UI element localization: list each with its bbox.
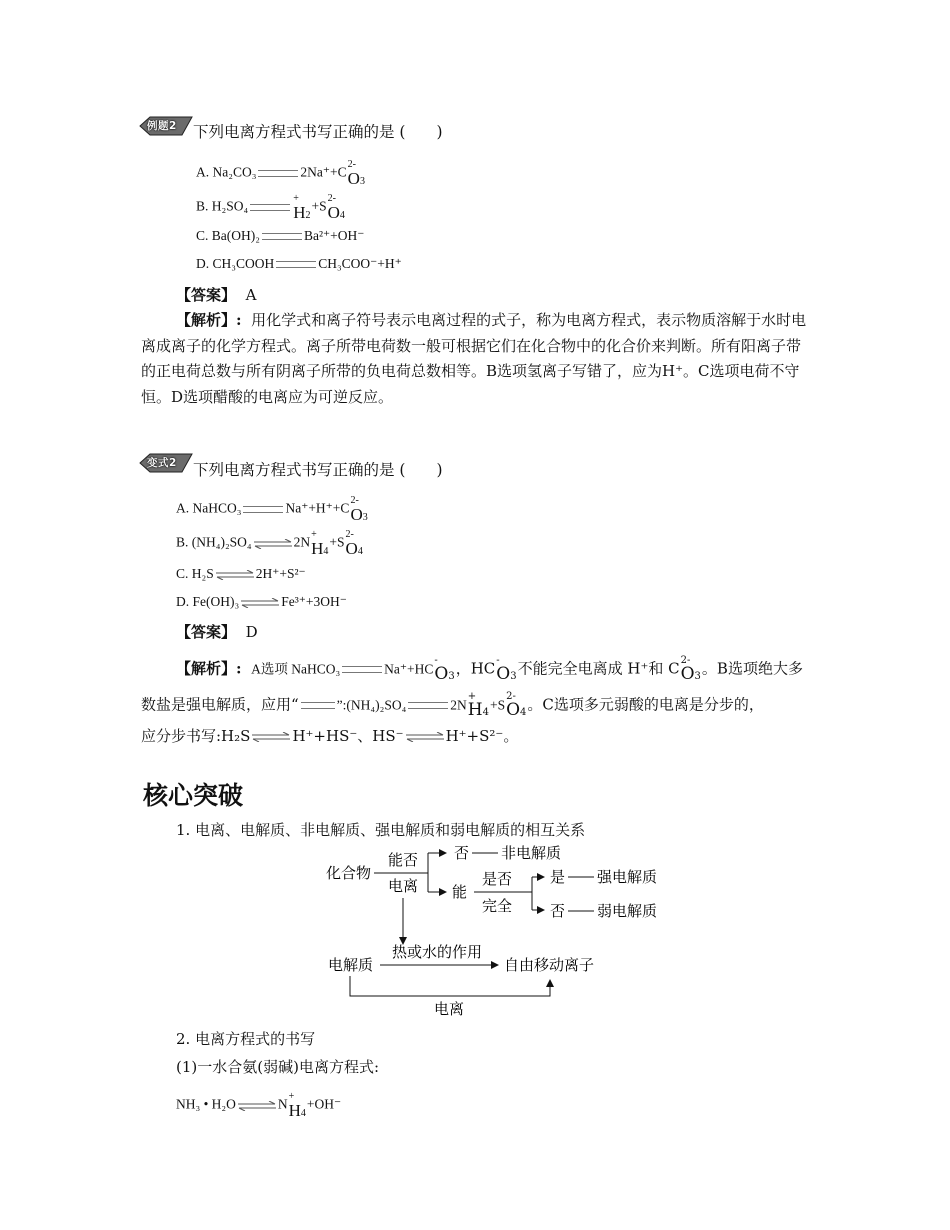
variant-option-d: D. Fe(OH)₃ Fe³⁺+3OH⁻ — [176, 594, 347, 609]
diag-no: 否 — [454, 844, 470, 862]
diag-heat-water: 热或水的作用 — [392, 943, 483, 961]
diag-electrolyte: 电解质 — [328, 956, 374, 974]
diag-complete-top: 是否 — [482, 870, 513, 888]
core-item-2: 2. 电离方程式的书写 — [176, 1030, 316, 1048]
core-item-1: 1. 电离、电解质、非电解质、强电解质和弱电解质的相互关系 — [176, 821, 586, 839]
diag-no2: 否 — [550, 902, 566, 920]
diag-can-ionize-top: 能否 — [388, 851, 419, 869]
diag-yes: 是 — [550, 868, 566, 886]
variant-option-a: A. NaHCO₃ Na⁺+H⁺+C 2- O3 — [176, 495, 368, 524]
relationship-diagram — [318, 840, 678, 1020]
example-option-b: B. H₂SO₄ + H2 +S 2- O4 — [196, 193, 345, 222]
example-question: 下列电离方程式书写正确的是 ( ) — [193, 123, 443, 141]
variant-question: 下列电离方程式书写正确的是 ( ) — [193, 461, 443, 479]
example-option-d: D. CH₃COOH CH₃COO⁻+H⁺ — [196, 256, 402, 271]
variant-option-b: B. (NH₄)₂SO₄ 2N + H4 +S 2- O4 — [176, 529, 363, 558]
variant-analysis-line2: 数盐是强电解质，应用“ ”:(NH₄)₂SO₄ 2N + H4 +S 2- O4 。C选项多元弱酸的电离是分步的， — [141, 691, 764, 720]
diag-ionization: 电离 — [434, 1000, 465, 1018]
example-badge: 例题2 — [138, 116, 194, 136]
section-title: 核心突破 — [143, 781, 244, 810]
example-analysis: 【解析】: 用化学式和离子符号表示电离过程的式子，称为电离方程式，表示物质溶解于水时电离成离子的化学方程式。离子所带电荷数一般可根据它们在化合物中的化合价来判断。所有阳离子带的正电荷总数与所有阴离子所带的负电荷总数相等。B选项氢离子写错了，应为H⁺。C选项电荷不守恒。D选项醋酸的电离应为可逆反应。 — [141, 311, 807, 406]
variant-badge: 变式2 — [138, 453, 194, 473]
example-option-a: A. Na₂CO₃ 2Na⁺+C 2- O3 — [196, 159, 365, 188]
variant-analysis-line3: 应分步书写:H₂S H⁺+HS⁻、HS⁻ H⁺+S²⁻。 — [141, 727, 519, 745]
diag-free-ions: 自由移动离子 — [504, 956, 595, 974]
variant-analysis-line1: 【解析】: A选项 NaHCO₃ Na⁺+HC - O3 ，HC - O3 不能完全电离成 H⁺和 C 2- O3 。B选项绝大多 — [176, 655, 803, 684]
diag-strong: 强电解质 — [597, 868, 658, 886]
diag-yes-can: 能 — [452, 883, 468, 901]
diag-compound: 化合物 — [326, 864, 372, 882]
ammonia-equation: NH₃ • H₂O N + H4 +OH⁻ — [176, 1091, 342, 1120]
diag-weak: 弱电解质 — [597, 902, 658, 920]
variant-option-c: C. H₂S 2H⁺+S²⁻ — [176, 566, 306, 581]
core-item-2-1: (1)一水合氨(弱碱)电离方程式: — [176, 1058, 380, 1076]
diag-non-electrolyte: 非电解质 — [501, 844, 562, 862]
diag-can-ionize-bottom: 电离 — [388, 877, 419, 895]
example-option-c: C. Ba(OH)₂ Ba²⁺+OH⁻ — [196, 228, 365, 243]
variant-answer: 【答案】 D — [176, 623, 258, 641]
example-answer: 【答案】 A — [176, 286, 257, 304]
diag-complete-bottom: 完全 — [482, 897, 513, 915]
